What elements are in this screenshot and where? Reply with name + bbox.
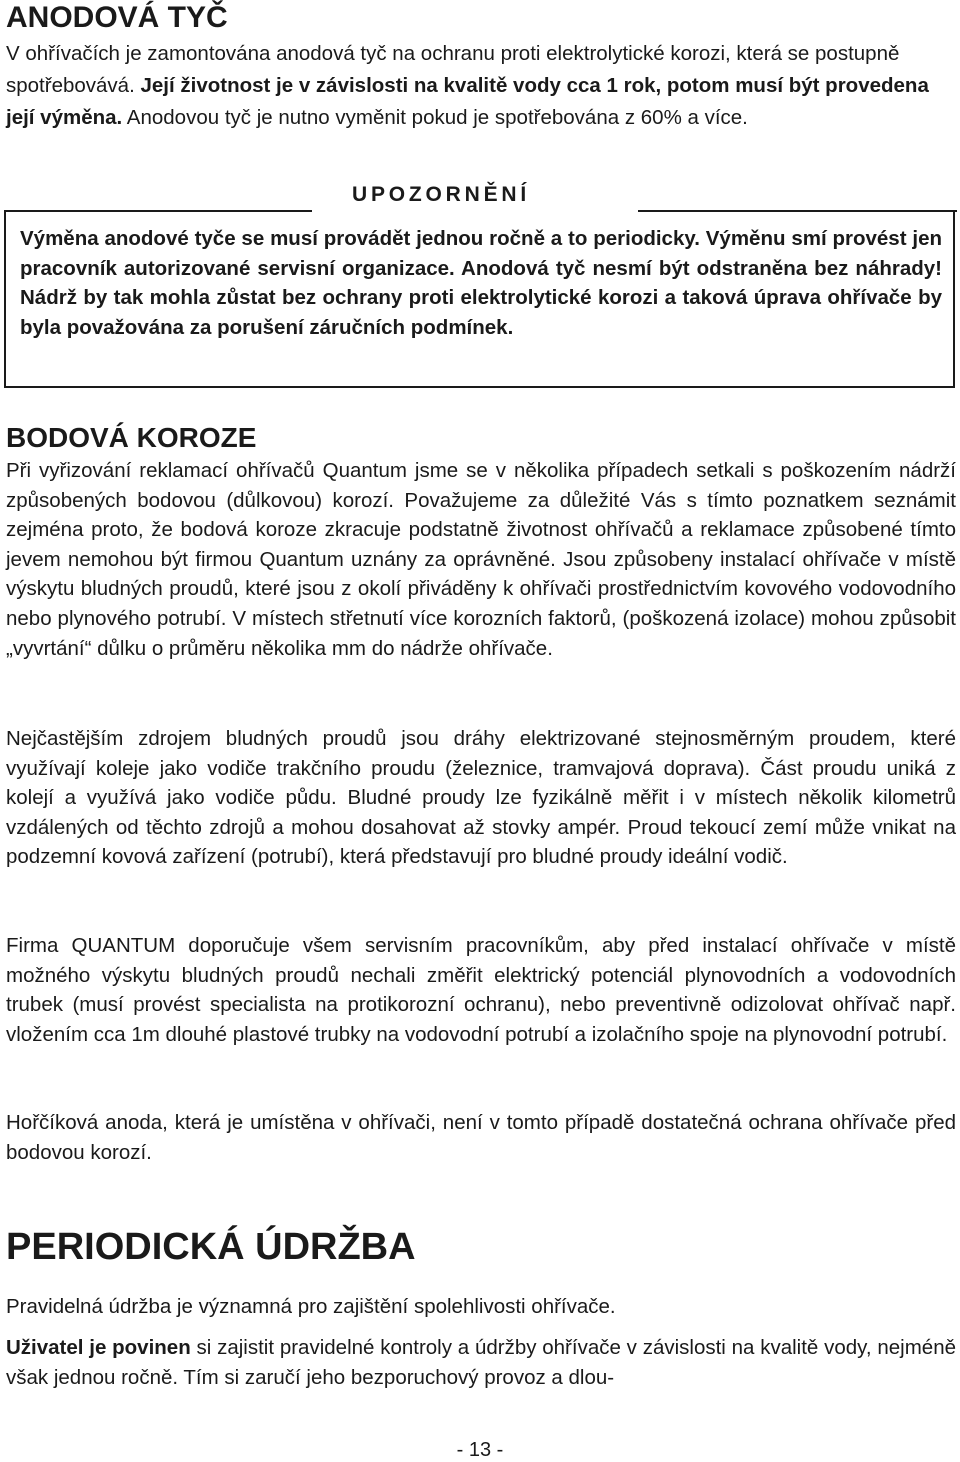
- anodova-text-intro: V ohřívačích je zamontována anodová tyč na ochranu proti elektrolytické korozi, která se postupně spotřebovává.: [6, 42, 900, 97]
- bodova-paragraph-1: Při vyřizování reklamací ohřívačů Quantum jsme se v několika případech setkali s poškozením nádrží způsobených bodovou (důlkovou) korozí. Považujeme za důležité Vás s tímto poznatkem seznámit zejména proto, že bodová koroze zkracuje podstatně životnost ohřívačů a reklamace způsobené tímto jevem nemohou být firmou Quantum uznány za oprávněné. Jsou způsobeny instalací ohřívače v místě výskytu bludných proudů, které jsou z okolí přiváděny k ohřívači prostřednictvím kovového vodovodního nebo plynového potrubí. V místech střetnutí více korozních faktorů, (poškozená izolace) mohou způsobit „vyvrtání“ důlku o průměru několika mm do nádrže ohřívače.: [6, 459, 956, 660]
- warning-box-top-line-left: [4, 210, 312, 212]
- section-heading-periodicka-udrzba: PERIODICKÁ ÚDRŽBA: [6, 1226, 416, 1268]
- page-number: - 13 -: [456, 1439, 504, 1461]
- bodova-paragraph-3: Firma QUANTUM doporučuje všem servisním pracovníkům, aby před instalací ohřívače v místě možného výskytu bludných proudů nechali změřit elektrický potenciál plynovodních a vodovodních trubek (musí provést specialista na protikorozní ochranu), nebo preventivně odizolovat ohřívač např. vložením cca 1m dlouhé plastové trubky na vodovodní potrubí a izolačního spoje na plynovodní potrubí.: [6, 934, 956, 1046]
- section-heading-bodova-koroze: BODOVÁ KOROZE: [6, 422, 257, 453]
- anodova-text-bold: Její životnost je v závislosti na kvalitě vody cca 1 rok, potom musí být provedena její výměna.: [6, 74, 929, 129]
- periodicka-paragraph-1: Pravidelná údržba je významná pro zajištění spolehlivosti ohřívače.: [6, 1295, 616, 1318]
- periodicka-text-bold: Uživatel je povinen: [6, 1336, 191, 1359]
- periodicka-text-rest: si zajistit pravidelné kontroly a údržby ohřívače v závislosti na kvalitě vody, nejméně však jednou ročně. Tím si zaručí jeho bezporuchový provoz a dlou-: [6, 1336, 956, 1389]
- warning-text: Výměna anodové tyče se musí provádět jednou ročně a to periodicky. Výměnu smí provést jen pracovník autorizované servisní organizace. Anodová tyč nesmí být odstraněna bez náhrady! Nádrž by tak mohla zůstat bez ochrany proti elektrolytické korozi a taková úprava ohřívače by byla považována za porušení záručních podmínek.: [20, 227, 942, 339]
- anodova-paragraph: [6, 38, 956, 134]
- warning-box-top-line-right: [638, 210, 957, 212]
- warning-title: UPOZORNĚNÍ: [352, 183, 531, 206]
- periodicka-paragraph-2: [6, 1333, 956, 1392]
- bodova-paragraph-2: Nejčastějším zdrojem bludných proudů jsou dráhy elektrizované stejnosměrným proudem, které využívají koleje jako vodiče trakčního proudu (železnice, tramvajová doprava). Část proudu uniká z kolejí a využívá jako vodiče půdu. Bludné proudy lze fyzikálně měřit i v místech několik kilometrů vzdálených od těchto zdrojů a mohou dosahovat až stovky ampér. Proud tekoucí zemí může vnikat na podzemní kovová zařízení (potrubí), která představují pro bludné proudy ideální vodič.: [6, 727, 956, 869]
- section-heading-anodova-tyc: ANODOVÁ TYČ: [6, 1, 228, 34]
- anodova-text-end: Anodovou tyč je nutno vyměnit pokud je spotřebována z 60% a více.: [122, 106, 748, 129]
- bodova-paragraph-4: Hořčíková anoda, která je umístěna v ohřívači, není v tomto případě dostatečná ochrana ohřívače před bodovou korozí.: [6, 1111, 956, 1164]
